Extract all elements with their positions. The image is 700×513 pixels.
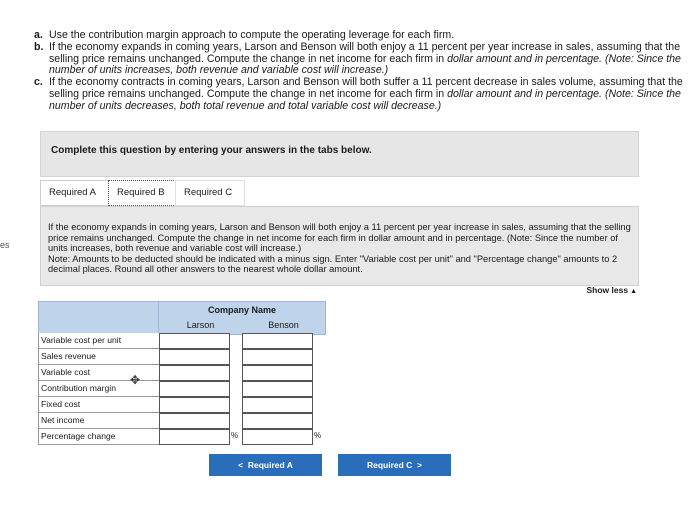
- question-list: [34, 30, 694, 113]
- row-label: Contribution margin: [38, 381, 160, 397]
- panel-question: If the economy expands in coming years, Larson and Benson will both enjoy a 11 percent per year increase in sales, assuming that the selling price remains unchanged. Compute the change in net income for each firm in dollar amount and in percentage. (Note: Since the number of units increases, both revenue and variable cost will increase.): [48, 222, 631, 254]
- benson-input[interactable]: [242, 381, 313, 397]
- table-row: [38, 397, 324, 413]
- larson-input[interactable]: [159, 381, 230, 397]
- question-panel: [40, 206, 639, 286]
- tab-bar: [40, 180, 640, 206]
- question-text: If the economy expands in coming years, Larson and Benson will both enjoy a 11 percent per year increase in sales, assuming that the selling price remains unchanged. Compute the change in net income for each firm in: [49, 40, 681, 65]
- caret-up-icon: ▲: [630, 288, 637, 295]
- show-less-label: Show less: [586, 285, 629, 295]
- benson-input[interactable]: [242, 413, 313, 429]
- tab-required-c[interactable]: Required C: [175, 180, 245, 206]
- benson-input[interactable]: [242, 365, 313, 381]
- table-header: [158, 301, 326, 335]
- percent-sign: %: [231, 431, 239, 440]
- table-row: [38, 381, 324, 397]
- row-label: Sales revenue: [38, 349, 160, 365]
- table-row: [38, 429, 324, 445]
- question-emphasis: dollar amount and in percentage.: [447, 52, 602, 65]
- question-c: [34, 77, 694, 112]
- benson-input[interactable]: [242, 349, 313, 365]
- question-note: (Note: Since the number of units decreases, both total revenue and total variable cost will decrease.): [49, 87, 681, 112]
- edge-text-fragment: es: [0, 240, 10, 250]
- table-row: [38, 365, 324, 381]
- benson-input[interactable]: [242, 429, 313, 445]
- question-letter: c.: [34, 76, 43, 89]
- question-letter: a.: [34, 29, 43, 41]
- show-less-link[interactable]: [586, 285, 637, 295]
- row-label: Percentage change: [38, 429, 160, 445]
- larson-input[interactable]: [159, 397, 230, 413]
- instructions-banner: [40, 131, 639, 177]
- larson-input[interactable]: [159, 365, 230, 381]
- prev-button-label: Required A: [247, 460, 293, 470]
- next-required-c-button[interactable]: [338, 454, 451, 476]
- column-header-benson: Benson: [268, 320, 299, 330]
- table-row: [38, 349, 324, 365]
- move-cursor-icon: ✥: [130, 373, 141, 387]
- tab-required-b[interactable]: Required B: [108, 180, 180, 206]
- benson-input[interactable]: [242, 333, 313, 349]
- benson-input[interactable]: [242, 397, 313, 413]
- larson-input[interactable]: [159, 429, 230, 445]
- question-b: [34, 42, 694, 77]
- company-name-header: Company Name: [207, 305, 277, 315]
- next-button-label: Required C: [366, 460, 413, 470]
- percent-sign: %: [314, 431, 322, 440]
- question-emphasis: dollar amount and in percentage.: [447, 87, 602, 100]
- question-text: Use the contribution margin approach to compute the operating leverage for each firm.: [49, 29, 455, 41]
- question-text: If the economy contracts in coming years, Larson and Benson will both suffer a 11 percent decrease in sales volume, assuming that the selling price remains unchanged. Compute the change in net income for each firm in: [49, 76, 683, 100]
- instructions-text: Complete this question by entering your answers in the tabs below.: [51, 145, 372, 156]
- chevron-right-icon: >: [417, 460, 423, 470]
- table-row: [38, 333, 324, 349]
- chevron-left-icon: <: [238, 460, 244, 470]
- column-header-larson: Larson: [186, 320, 215, 330]
- table-header-blank: [38, 301, 160, 335]
- row-label: Variable cost: [38, 365, 160, 381]
- question-letter: b.: [34, 40, 44, 53]
- prev-required-a-button[interactable]: [209, 454, 322, 476]
- row-label: Fixed cost: [38, 397, 160, 413]
- row-label: Variable cost per unit: [38, 333, 160, 349]
- larson-input[interactable]: [159, 349, 230, 365]
- larson-input[interactable]: [159, 333, 230, 349]
- tab-required-a[interactable]: Required A: [40, 180, 114, 206]
- row-label: Net income: [38, 413, 160, 429]
- panel-text: [48, 222, 633, 275]
- panel-note: Note: Amounts to be deducted should be indicated with a minus sign. Enter "Variable cost per unit" and "Percentage change" amounts to 2 decimal places. Round all other answers to the nearest whole dollar amount.: [48, 253, 618, 275]
- table-row: [38, 413, 324, 429]
- larson-input[interactable]: [159, 413, 230, 429]
- question-note: (Note: Since the number of units increases, both revenue and variable cost will increase.): [49, 52, 681, 77]
